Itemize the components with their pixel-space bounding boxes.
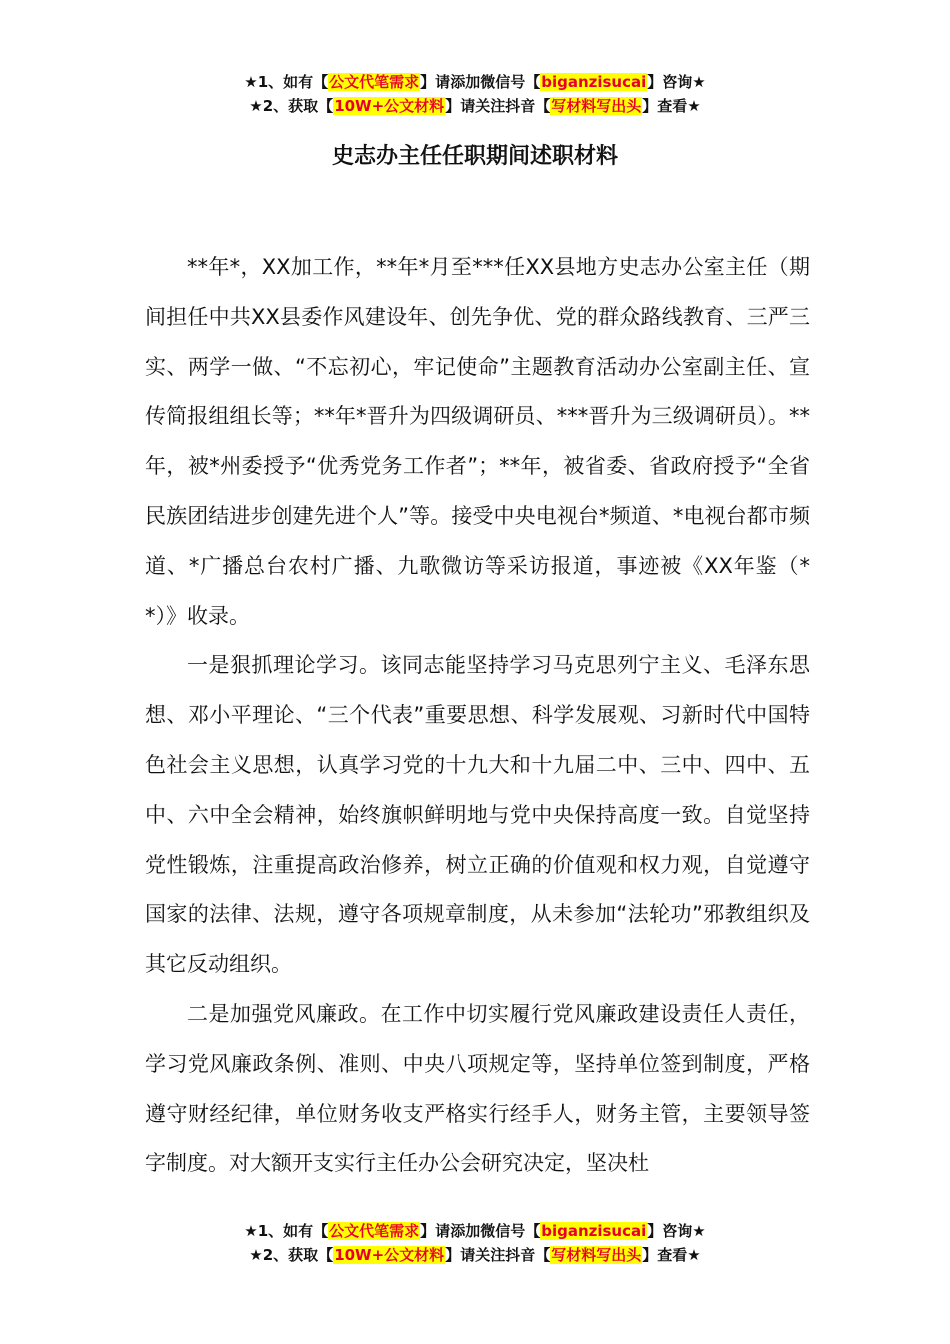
paragraph: **年*，XX加工作，**年*月至***任XX县地方史志办公室主任（期间担任中共XX县委作风建设年、创先争优、党的群众路线教育、三严三实、两学一做、“不忘初心，牢记使命”主题教育活动办公室副主任、宣传简报组组长等；**年*晋升为四级调研员、***晋升为三级调研员）。**年，被*州委授予“优秀党务工作者”；**年，被省委、省政府授予“全省民族团结进步创建先进个人”等。接受中央电视台*频道、*电视台都市频道、*广播总台农村广播、九歌微访等采访报道，事迹被《XX年鉴（**）》收录。 <box>145 255 810 628</box>
banner-line-2: ★2、获取【10W+公文材料】请关注抖音【写材料写出头】查看★ <box>249 97 701 115</box>
document-title: 史志办主任任职期间述职材料 <box>331 144 618 169</box>
highlight-materials: 10W+公文材料 <box>334 1246 445 1264</box>
highlight-ghostwriting: 公文代笔需求 <box>329 73 420 91</box>
paragraph: 二是加强党风廉政。在工作中切实履行党风廉政建设责任人责任，学习党风廉政条例、准则、中央八项规定等，坚持单位签到制度，严格遵守财经纪律，单位财务收支严格实行经手人，财务主管，主要领导签字制度。对大额开支实行主任办公会研究决定，坚决杜 <box>145 1001 810 1176</box>
highlight-materials: 10W+公文材料 <box>334 97 445 115</box>
header-banner <box>0 70 950 118</box>
highlight-wechat-id: biganzisucai <box>541 73 647 91</box>
banner-line-1: ★1、如有【公文代笔需求】请添加微信号【biganzisucai】咨询★ <box>244 73 706 91</box>
document-body <box>145 243 810 1189</box>
highlight-ghostwriting: 公文代笔需求 <box>329 1222 420 1240</box>
banner-line-2: ★2、获取【10W+公文材料】请关注抖音【写材料写出头】查看★ <box>249 1246 701 1264</box>
footer-banner <box>0 1219 950 1267</box>
highlight-douyin: 写材料写出头 <box>551 97 642 115</box>
banner-line-1: ★1、如有【公文代笔需求】请添加微信号【biganzisucai】咨询★ <box>244 1222 706 1240</box>
highlight-douyin: 写材料写出头 <box>551 1246 642 1264</box>
paragraph: 一是狠抓理论学习。该同志能坚持学习马克思列宁主义、毛泽东思想、邓小平理论、“三个代表”重要思想、科学发展观、习新时代中国特色社会主义思想，认真学习党的十九大和十九届二中、三中、四中、五中、六中全会精神，始终旗帜鲜明地与党中央保持高度一致。自觉坚持党性锻炼，注重提高政治修养，树立正确的价值观和权力观，自觉遵守国家的法律、法规，遵守各项规章制度，从未参加“法轮功”邪教组织及其它反动组织。 <box>145 653 810 977</box>
highlight-wechat-id: biganzisucai <box>541 1222 647 1240</box>
